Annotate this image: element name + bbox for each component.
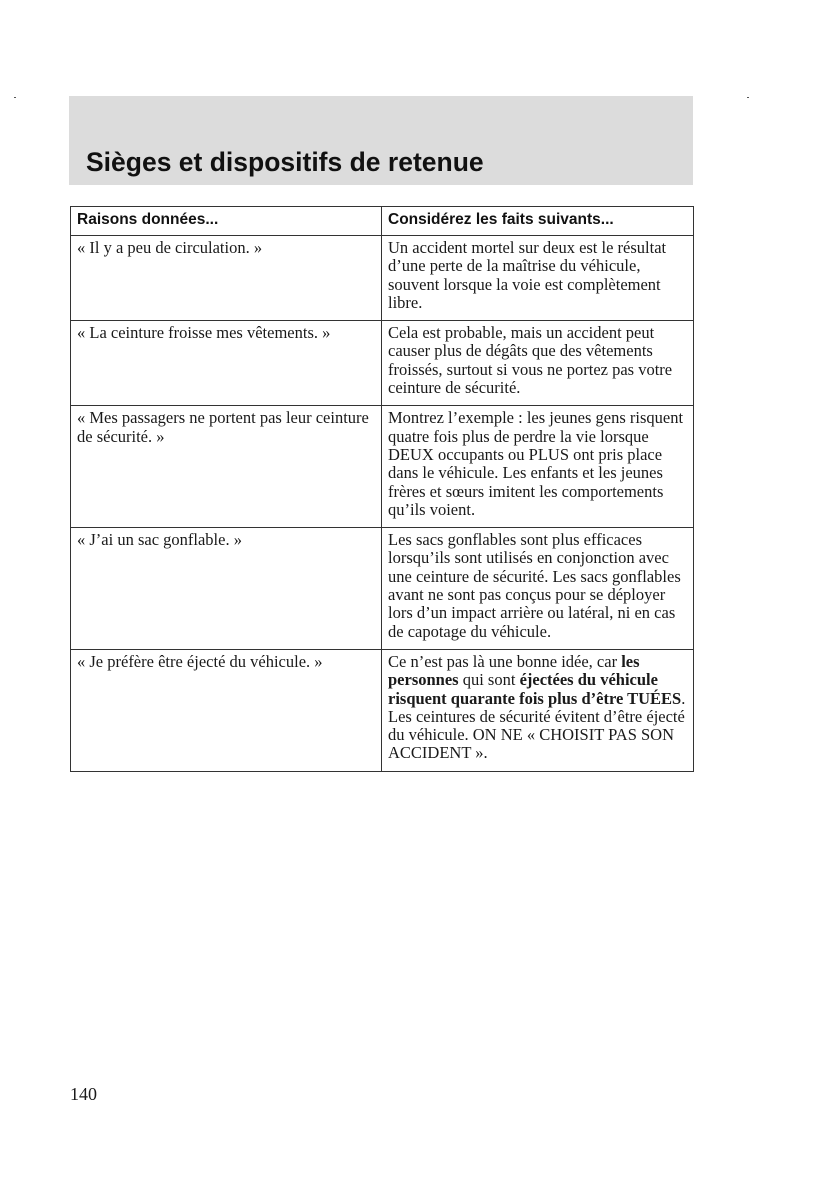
reason-cell: « J’ai un sac gonflable. » (71, 528, 382, 650)
table-header-row (71, 207, 694, 236)
fact-cell: Cela est probable, mais un accident peut causer plus de dégâts que des vêtements froissés, surtout si vous ne portez pas votre ceinture de sécurité. (382, 321, 694, 406)
fact-cell: Les sacs gonflables sont plus efficaces lorsqu’ils sont utilisés en conjonction avec une ceinture de sécurité. Les sacs gonflables avant ne sont pas conçus pour se déployer lors d’un impact arrière ou latéral, ni en cas de capotage du véhicule. (382, 528, 694, 650)
fact-cell: Montrez l’exemple : les jeunes gens risquent quatre fois plus de perdre la vie lorsque DEUX occupants ou PLUS ont pris place dans le véhicule. Les enfants et les jeunes frères et sœurs imitent les comportements qu’ils voient. (382, 406, 694, 528)
section-header (69, 96, 693, 185)
page-title: Sièges et dispositifs de retenue (86, 147, 484, 177)
fact-cell: Un accident mortel sur deux est le résultat d’une perte de la maîtrise du véhicule, souvent lorsque la voie est complètement libre. (382, 236, 694, 321)
reason-cell: « Il y a peu de circulation. » (71, 236, 382, 321)
fact-text: Ce n’est pas là une bonne idée, car (388, 651, 622, 671)
table-row (71, 321, 694, 406)
column-header-reasons: Raisons données... (71, 207, 382, 236)
page-number: 140 (70, 1084, 97, 1104)
reason-cell: « Je préfère être éjecté du véhicule. » (71, 649, 382, 771)
table-row (71, 528, 694, 650)
crop-mark-left (14, 97, 16, 98)
fact-emphasis: les personnes (388, 651, 640, 690)
table-row (71, 406, 694, 528)
reasons-facts-table (70, 206, 694, 772)
reason-cell: « Mes passagers ne portent pas leur ceinture de sécurité. » (71, 406, 382, 528)
table-row (71, 649, 694, 771)
fact-cell (382, 649, 694, 771)
table-row (71, 236, 694, 321)
fact-emphasis: éjectées du véhicule risquent quarante fois plus d’être TUÉES (388, 670, 682, 708)
reason-cell: « La ceinture froisse mes vêtements. » (71, 321, 382, 406)
fact-text: qui sont (458, 670, 520, 690)
column-header-facts: Considérez les faits suivants... (382, 207, 694, 236)
fact-text: . Les ceintures de sécurité évitent d’être éjecté du véhicule. ON NE « CHOISIT PAS SON ACCIDENT ». (388, 688, 686, 763)
crop-mark-right (747, 97, 749, 98)
